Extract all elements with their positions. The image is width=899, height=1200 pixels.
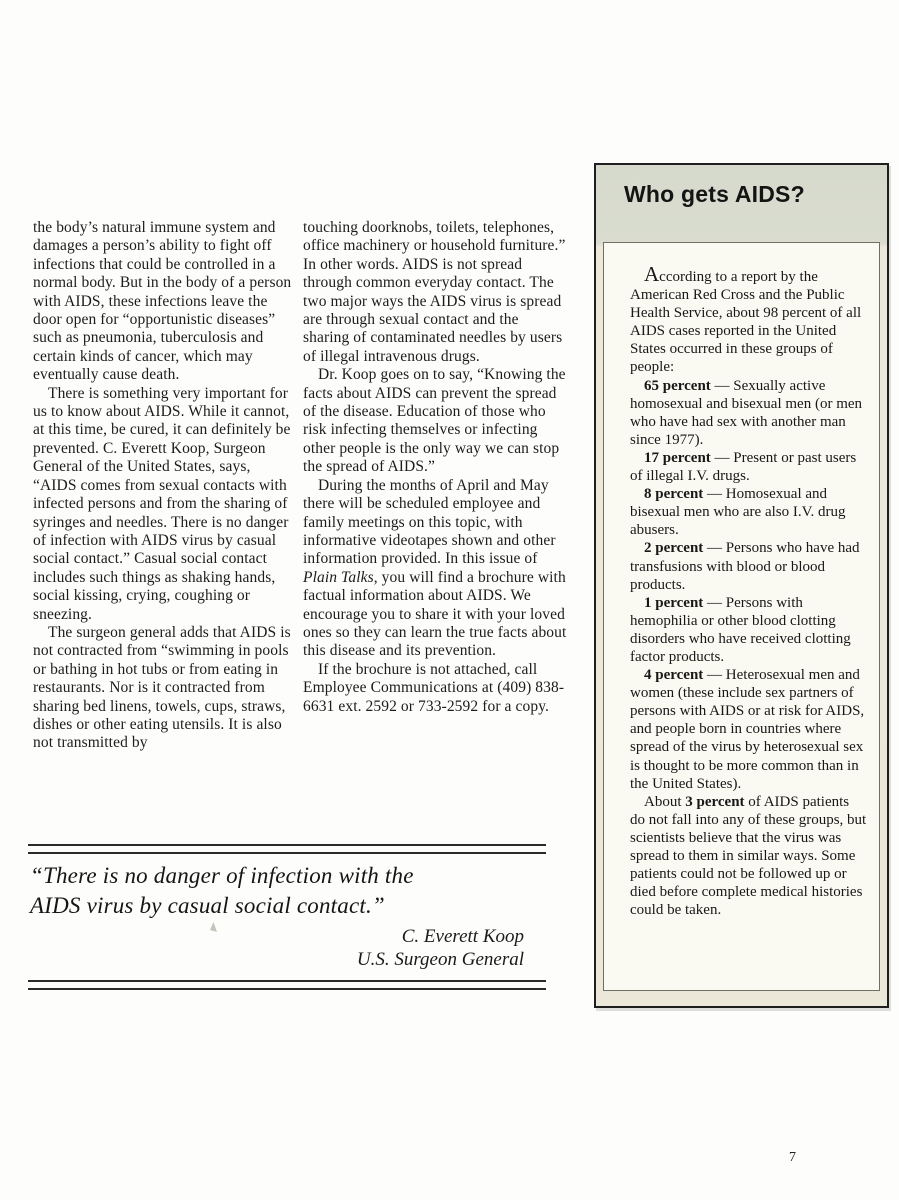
text-segment: 4 percent [644,667,704,684]
text-segment: Plain Talks [303,568,374,586]
paragraph [630,793,867,920]
double-rule-top [28,844,546,854]
paragraph [33,385,297,624]
text-segment: A [644,262,660,286]
sidebar-content-panel [603,242,880,991]
pull-quote-line: “There is no danger of infection with the [30,863,414,888]
paragraph [630,666,867,793]
text-segment: The surgeon general adds that AIDS is not contracted from “swimming in pools or bathing in hot tubs or from eating in restaurants. Nor is it contracted from sharing bed linens, towels, cups, straws, dishes or other eating utensils. It is also not transmitted by [33,623,291,752]
double-rule-bottom [28,980,546,990]
text-segment: , you will find a brochure with factual information about AIDS. We encourage you to share it with your loved ones so they can learn the true facts about this disease and its prevention. [303,568,567,660]
paragraph [630,449,867,485]
paragraph [33,624,297,753]
paragraph [630,485,867,539]
paragraph [630,377,867,449]
text-segment: During the months of April and May there will be scheduled employee and family meetings on this topic, with informative videotapes shown and other information provided. In this issue of [303,476,556,568]
text-segment: There is something very important for us to know about AIDS. While it cannot, at this time, be cured, it can definitely be prevented. C. Everett Koop, Surgeon General of the United States, says, “AIDS comes from sexual contacts with infected persons and from the sharing of syringes and needles. There is no danger of infection with AIDS virus by casual social contact.” Casual social contact includes such things as shaking hands, social kissing, crying, coughing or sneezing. [33,384,291,623]
text-segment: — Sexually active homosexual and bisexual men (or men who have had sex with another man since 1977). [630,377,863,448]
text-segment: — Persons with hemophilia or other blood clotting disorders who have received clotting factor products. [630,594,851,665]
pull-quote-line: AIDS virus by casual social contact.” [30,893,385,918]
pull-quote-text [30,861,546,921]
attribution-name: C. Everett Koop [401,926,524,947]
text-segment: ccording to a report by the American Red Cross and the Public Health Service, about 98 percent of all AIDS cases reported in the United States occurred in these groups of people: [630,269,862,376]
pull-quote-block [28,844,546,990]
text-segment: 65 percent [644,377,711,394]
text-segment: 8 percent [644,486,704,503]
article-column-1 [33,219,297,753]
text-segment: touching doorknobs, toilets, telephones, office machinery or household furniture.” In other words. AIDS is not spread through common everyday contact. The two major ways the AIDS virus is spread are through sexual contact and the sharing of contaminated needles by users of illegal intravenous drugs. [303,219,566,365]
text-segment: 17 percent [644,449,711,466]
text-segment: of AIDS patients do not fall into any of these groups, but scientists believe that the virus was spread to them in similar ways. Some patients could not be followed up or died before complete medical histories could be taken. [630,793,867,919]
paragraph [630,594,867,666]
text-segment: 1 percent [644,594,704,611]
text-segment: About [644,793,686,810]
article-column-2 [303,219,567,716]
sidebar-title: Who gets AIDS? [624,181,805,207]
paragraph [630,262,867,377]
attribution-title: U.S. Surgeon General [356,949,524,970]
paragraph [33,219,297,385]
pull-quote-attribution [28,925,546,971]
text-segment: If the brochure is not attached, call Employee Communications at (409) 838-6631 ext. 2592 or 733-2592 for a copy. [303,660,565,715]
text-segment: Dr. Koop goes on to say, “Knowing the facts about AIDS can prevent the spread of the disease. Education of those who risk infecting themselves or infecting other people is the only way we can stop the spread of AIDS.” [303,366,566,476]
text-segment: — Heterosexual men and women (these include sex partners of persons with AIDS or at risk for AIDS, and people born in countries where spread of the virus by heterosexual sex is thought to be more common than in the United States). [630,667,865,792]
sidebar-box [594,163,889,1008]
paragraph [303,661,567,716]
text-segment: 3 percent [685,793,745,810]
page-number: 7 [789,1150,796,1165]
paragraph [303,219,567,366]
text-segment: the body’s natural immune system and damages a person’s ability to fight off infections that could be controlled in a normal body. But in the body of a person with AIDS, these infections leave the door open for “opportunistic diseases” such as pneumonia, tuberculosis and certain kinds of cancer, which may eventually cause death. [33,219,292,384]
text-segment: — Persons who have had transfusions with blood or blood products. [630,540,860,593]
paragraph [630,539,867,593]
text-segment: — Present or past users of illegal I.V. drugs. [630,449,857,485]
text-segment: — Homosexual and bisexual men who are also I.V. drug abusers. [630,486,846,539]
paragraph [303,477,567,661]
text-segment: 2 percent [644,540,704,557]
paragraph [303,366,567,476]
